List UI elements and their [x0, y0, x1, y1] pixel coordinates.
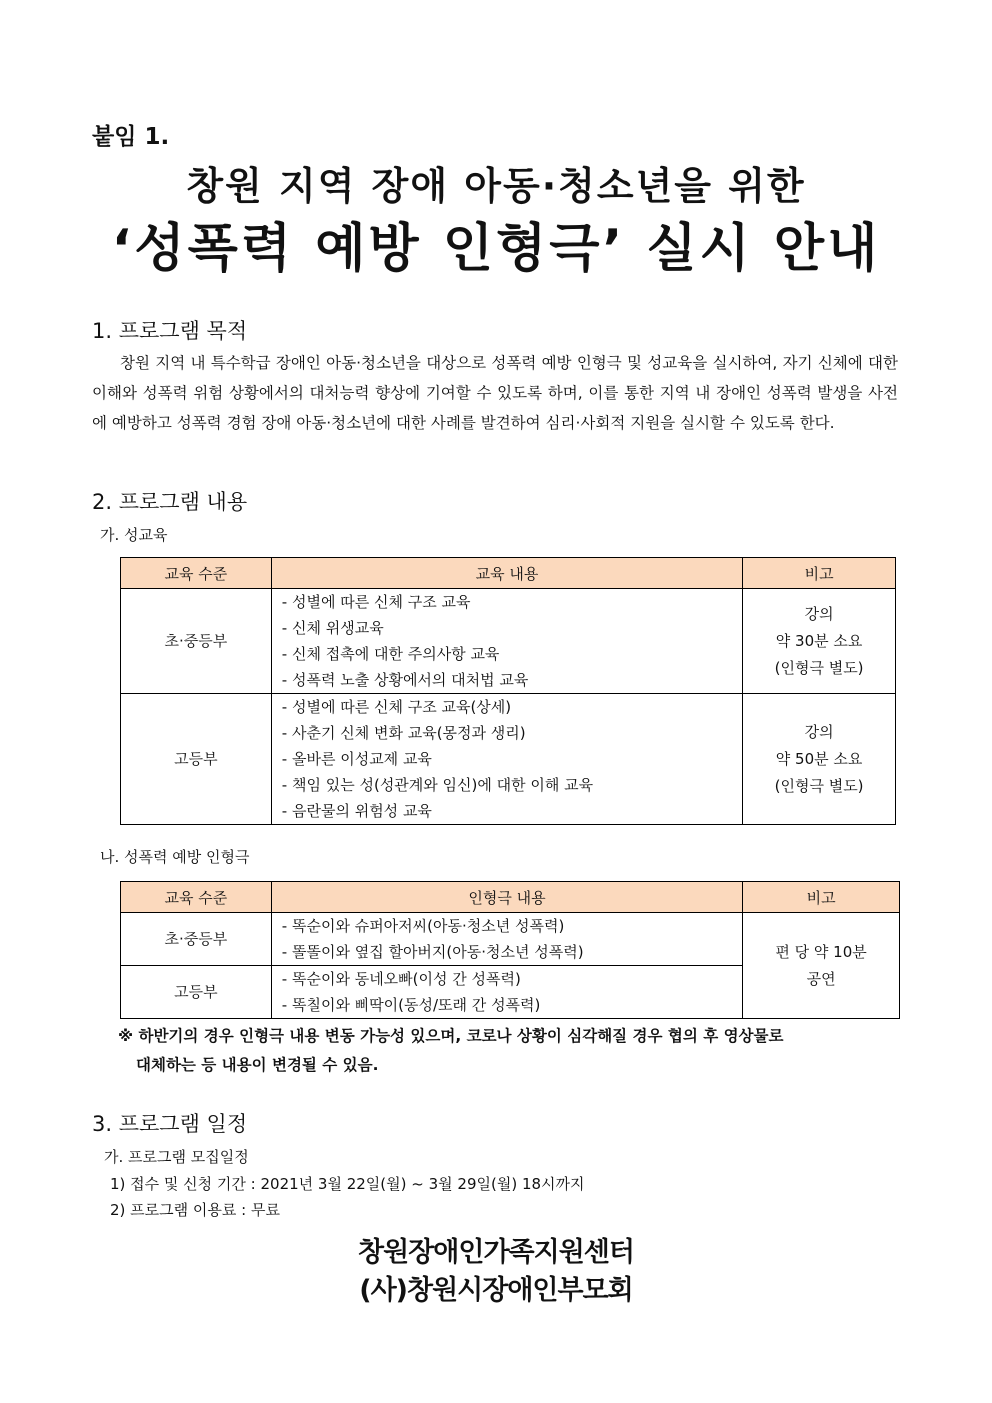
list-item: - 똑순이와 동네오빠(이성 간 성폭력): [281, 970, 521, 988]
list-item: - 똑칠이와 삐딱이(동성/또래 간 성폭력): [281, 996, 541, 1014]
level-cell: 고등부: [121, 966, 272, 1019]
schedule-item-period: 1) 접수 및 신청 기간 : 2021년 3월 22일(월) ~ 3월 29일(월) 18시까지: [110, 1175, 585, 1193]
header-content: 교육 내용: [271, 558, 742, 589]
header-note: 비고: [743, 558, 896, 589]
header-content: 인형극 내용: [271, 882, 742, 913]
list-item: - 사춘기 신체 변화 교육(몽정과 생리): [281, 724, 526, 742]
section1-paragraph: [92, 348, 898, 438]
content-cell: [271, 589, 742, 694]
table-header-row: [121, 558, 896, 589]
note-cell: [743, 913, 900, 1019]
sub-heading-sex-education: 가. 성교육: [100, 526, 168, 544]
note-line: 약 30분 소요: [775, 631, 863, 650]
list-item: - 똘똘이와 옆집 할아버지(아동·청소년 성폭력): [281, 943, 584, 961]
header-note: 비고: [743, 882, 900, 913]
document-title-line2: ‘성폭력 예방 인형극’ 실시 안내: [111, 219, 881, 279]
note-line: 공연: [806, 969, 836, 988]
notice-line1: ※ 하반기의 경우 인형극 내용 변동 가능성 있으며, 코로나 상황이 심각해질 경우 협의 후 영상물로: [118, 1027, 784, 1045]
content-cell: [271, 694, 742, 825]
table-row: [121, 913, 900, 966]
list-item: - 책임 있는 성(성관계와 임신)에 대한 이해 교육: [281, 776, 594, 794]
table-header-row: [121, 882, 900, 913]
table-row: [121, 589, 896, 694]
sub-heading-recruitment: 가. 프로그램 모집일정: [104, 1148, 249, 1166]
section3-heading: 3. 프로그램 일정: [92, 1112, 248, 1136]
note-line: 강의: [804, 604, 834, 623]
sub-heading-puppet-show: 나. 성폭력 예방 인형극: [100, 848, 250, 866]
content-cell: [271, 966, 742, 1019]
list-item: - 성폭력 노출 상황에서의 대처법 교육: [281, 671, 529, 689]
level-cell: 고등부: [121, 694, 272, 825]
list-item: - 신체 접촉에 대한 주의사항 교육: [281, 645, 500, 663]
content-cell: [271, 913, 742, 966]
puppet-show-table: [120, 881, 900, 1019]
level-cell: 초·중등부: [121, 589, 272, 694]
list-item: - 신체 위생교육: [281, 619, 384, 637]
notice: [118, 1022, 908, 1080]
header-level: 교육 수준: [121, 882, 272, 913]
level-cell: 초·중등부: [121, 913, 272, 966]
list-item: - 올바른 이성교제 교육: [281, 750, 432, 768]
list-item: - 음란물의 위험성 교육: [281, 802, 432, 820]
notice-line2: 대체하는 등 내용이 변경될 수 있음.: [136, 1056, 379, 1074]
note-cell: [743, 589, 896, 694]
list-item: - 성별에 따른 신체 구조 교육(상세): [281, 698, 512, 716]
sex-education-table: [120, 557, 896, 825]
note-cell: [743, 694, 896, 825]
note-line: (인형극 별도): [774, 658, 864, 677]
section1-heading: 1. 프로그램 목적: [92, 319, 248, 343]
attachment-label: 붙임 1.: [92, 124, 170, 150]
purpose-text: 창원 지역 내 특수학급 장애인 아동·청소년을 대상으로 성폭력 예방 인형극 및 성교육을 실시하여, 자기 신체에 대한 이해와 성폭력 위험 상황에서의 대처능력 향상에 기여할 수 있도록 하며, 이를 통한 지역 내 장애인 성폭력 발생을 사전에 예방하고 성폭력 경험 장애 아동·청소년에 대한 사례를 발견하여 심리·사회적 지원을 실시할 수 있도록 한다.: [92, 354, 898, 432]
organization-name-2: (사)창원시장애인부모회: [359, 1275, 633, 1306]
note-line: 편 당 약 10분: [775, 942, 867, 961]
schedule-item-fee: 2) 프로그램 이용료 : 무료: [110, 1201, 280, 1219]
list-item: - 성별에 따른 신체 구조 교육: [281, 593, 471, 611]
document-title-line1: 창원 지역 장애 아동·청소년을 위한: [186, 164, 806, 208]
note-line: (인형극 별도): [774, 776, 864, 795]
note-line: 약 50분 소요: [775, 749, 863, 768]
list-item: - 똑순이와 슈퍼아저씨(아동·청소년 성폭력): [281, 917, 565, 935]
table-row: [121, 694, 896, 825]
organization-name-1: 창원장애인가족지원센터: [358, 1237, 634, 1268]
note-line: 강의: [804, 722, 834, 741]
header-level: 교육 수준: [121, 558, 272, 589]
section2-heading: 2. 프로그램 내용: [92, 490, 248, 514]
